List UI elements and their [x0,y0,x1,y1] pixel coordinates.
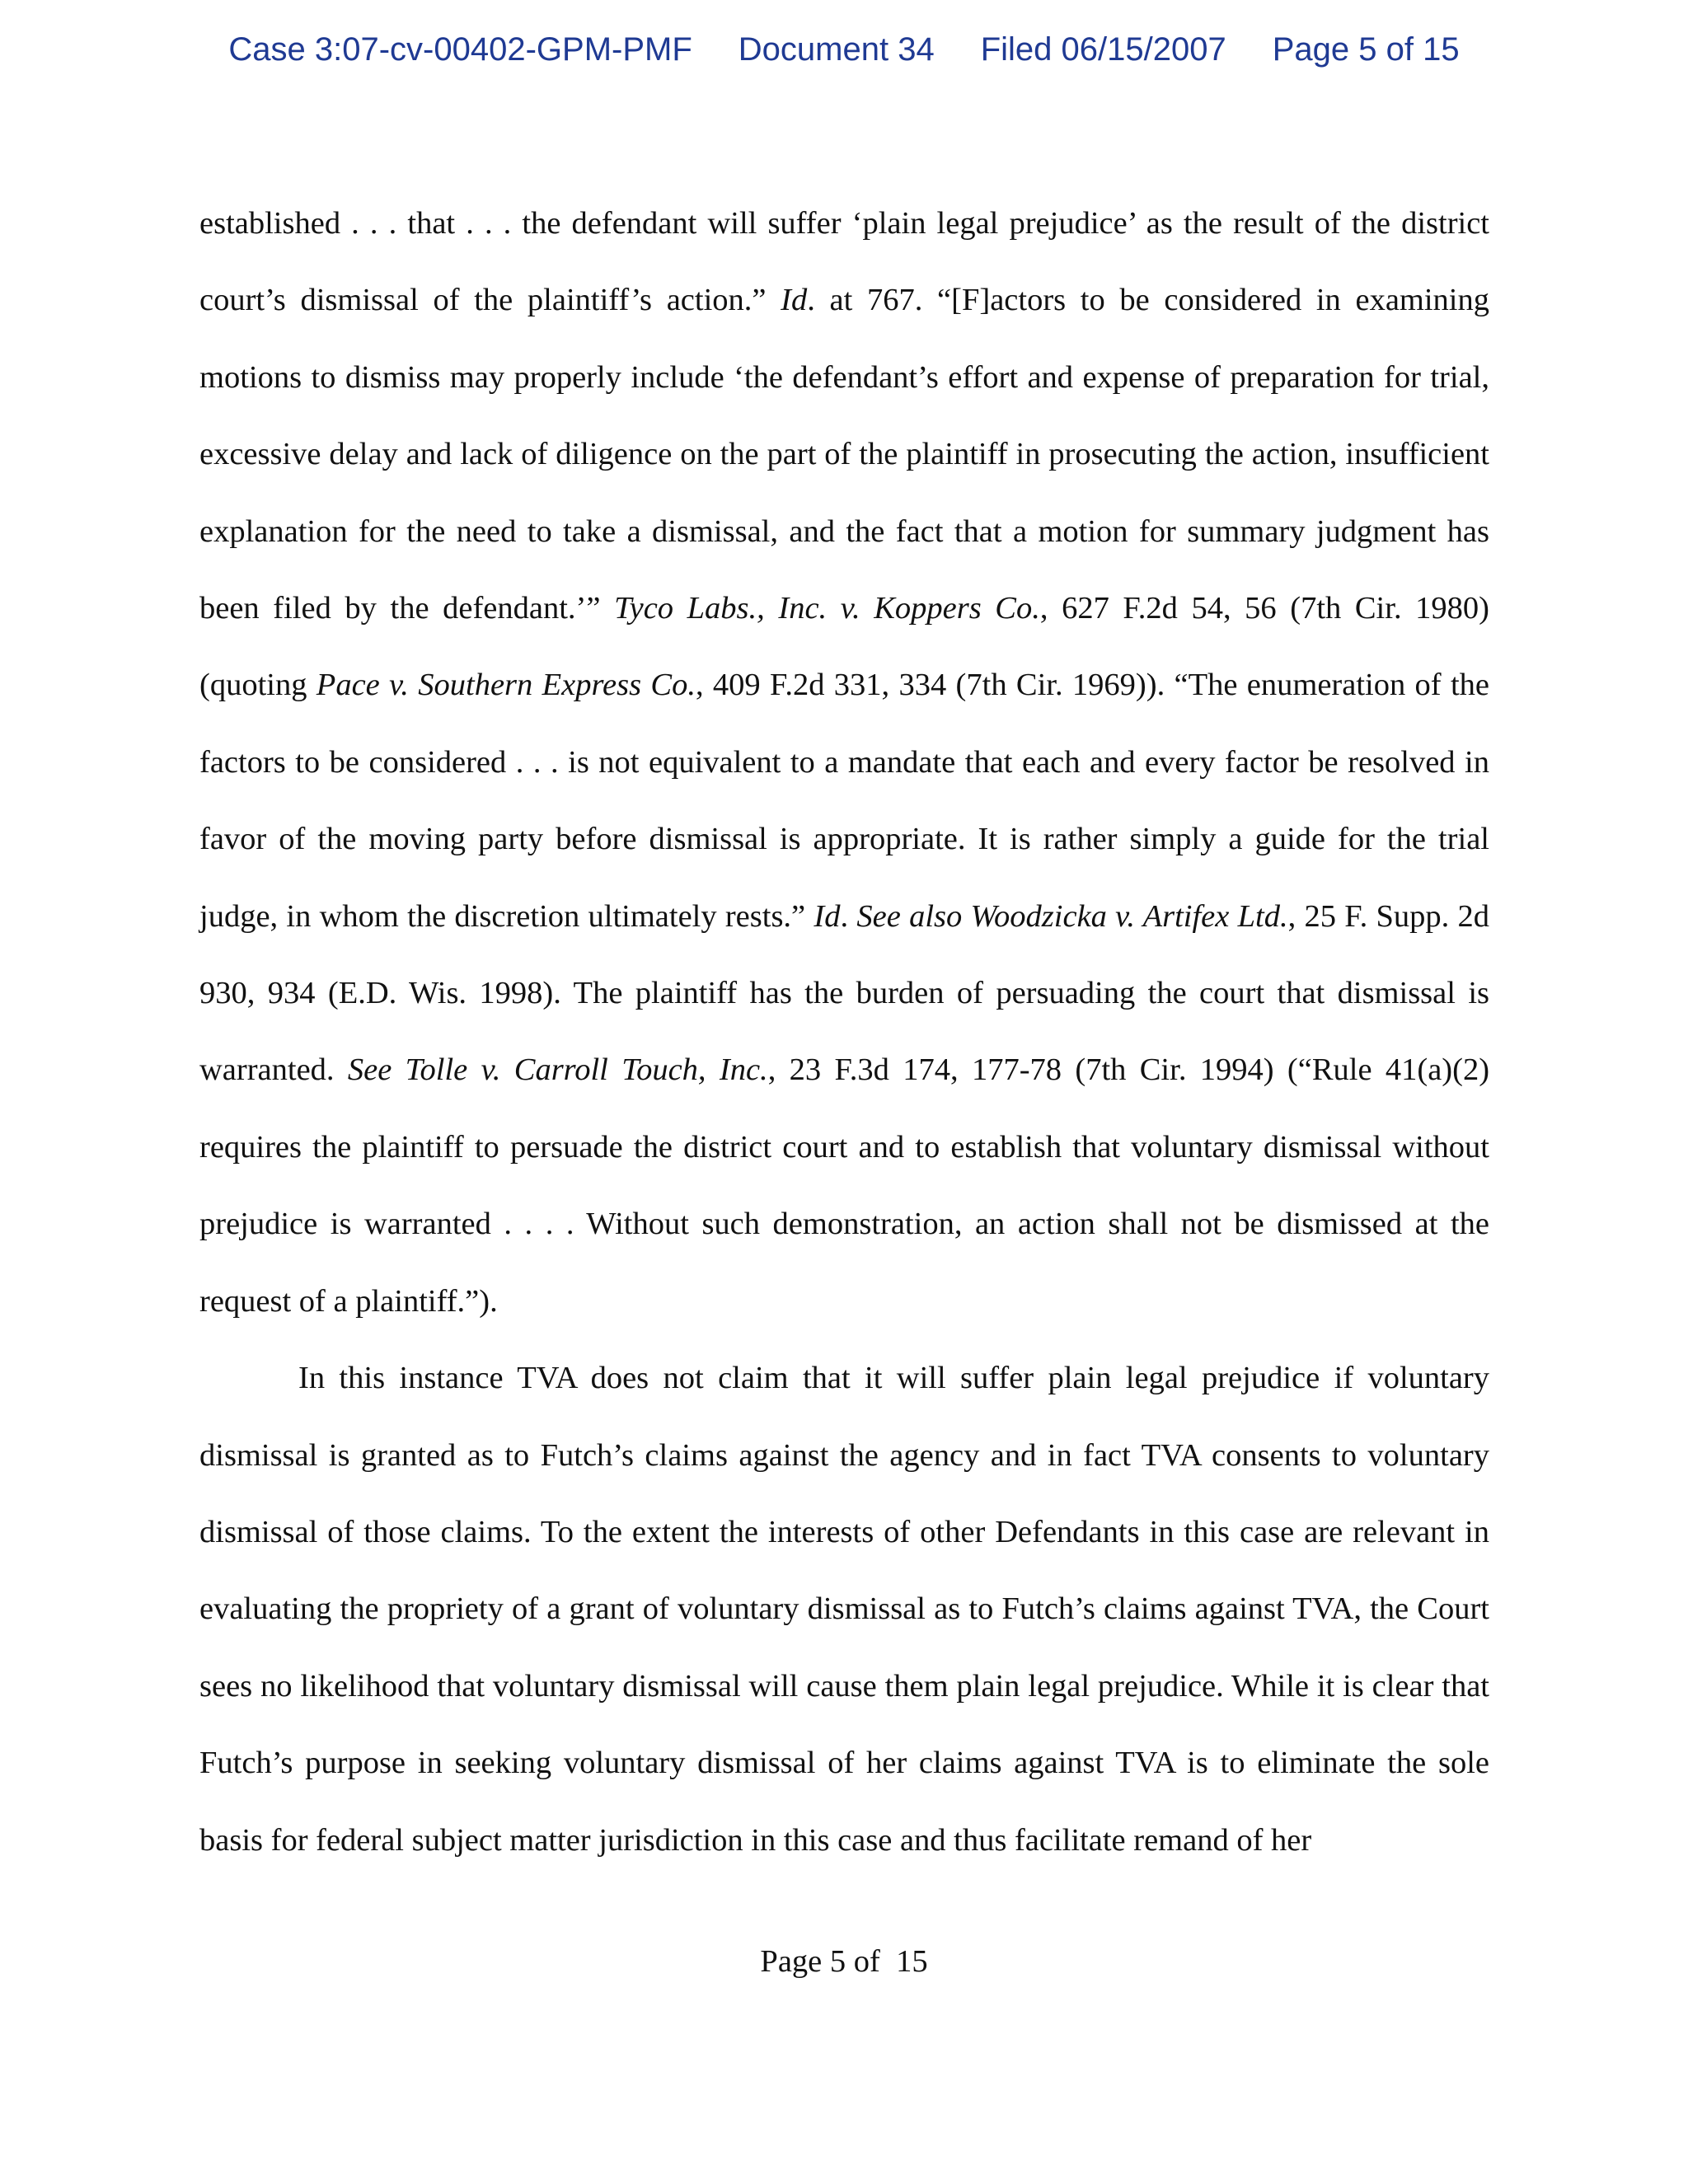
document-number: Document 34 [738,31,935,68]
italic-citation: Id [814,898,841,934]
text-run: , 627 F.2d 54, 56 (7th Cir. 1980) (quoting [199,591,1489,703]
text-run: , 25 F. Supp. 2d 930, 934 (E.D. Wis. 1998). The plaintiff has the burden of persuading the court that dismissal is warranted. [199,898,1489,1088]
italic-citation: Pace v. Southern Express Co. [316,668,696,703]
text-run: . [840,898,857,934]
paragraph [199,1340,1489,1879]
ecf-page-number: Page 5 of 15 [1272,31,1460,68]
text-run: In this instance TVA does not claim that it will suffer plain legal prejudice if voluntary dismissal is granted as to Futch’s claims against the agency and in fact TVA consents to voluntary dismissal of those claims. To the extent the interests of other Defendants in this case are relevant in evaluating the propriety of a grant of voluntary dismissal as to Futch’s claims against TVA, the Court sees no likelihood that voluntary dismissal will cause them plain legal prejudice. While it is clear that Futch’s purpose in seeking voluntary dismissal of her claims against TVA is to eliminate the sole basis for federal subject matter jurisdiction in this case and thus facilitate remand of her [199,1361,1489,1858]
opinion-body [199,185,1489,1879]
italic-citation: See Tolle v. Carroll Touch, Inc. [347,1052,768,1088]
text-run: established . . . that . . . the defendant will suffer ‘plain legal prejudice’ as the result of the district court’s dismissal of the plaintiff’s action.” [199,206,1489,318]
italic-citation: See also Woodzicka v. Artifex Ltd. [856,898,1288,934]
italic-citation: Tyco Labs., Inc. v. Koppers Co. [614,591,1040,626]
case-number: Case 3:07-cv-00402-GPM-PMF [228,31,692,68]
text-run: , 23 F.3d 174, 177-78 (7th Cir. 1994) (“Rule 41(a)(2) requires the plaintiff to persuade the district court and to establish that voluntary dismissal without prejudice is warranted . . . . Without such demonstration, an action shall not be dismissed at the request of a plaintiff.”). [199,1052,1490,1319]
text-run: , 409 F.2d 331, 334 (7th Cir. 1969)). “The enumeration of the factors to be considered . . . is not equivalent to a mandate that each and every factor be resolved in favor of the moving party before dismissal is appropriate. It is rather simply a guide for the trial judge, in whom the discretion ultimately rests.” [199,668,1489,934]
italic-citation: Id [781,283,808,318]
ecf-header [0,31,1688,68]
text-run: . at 767. “[F]actors to be considered in examining motions to dismiss may properly include ‘the defendant’s effort and expense of preparation for trial, excessive delay and lack of diligence on the part of the plaintiff in prosecuting the action, insufficient explanation for the need to take a dismissal, and the fact that a motion for summary judgment has been filed by the defendant.’” [199,283,1489,626]
paragraph [199,185,1489,1340]
page-footer: Page 5 of 15 [760,1944,928,1979]
filed-date: Filed 06/15/2007 [980,31,1226,68]
